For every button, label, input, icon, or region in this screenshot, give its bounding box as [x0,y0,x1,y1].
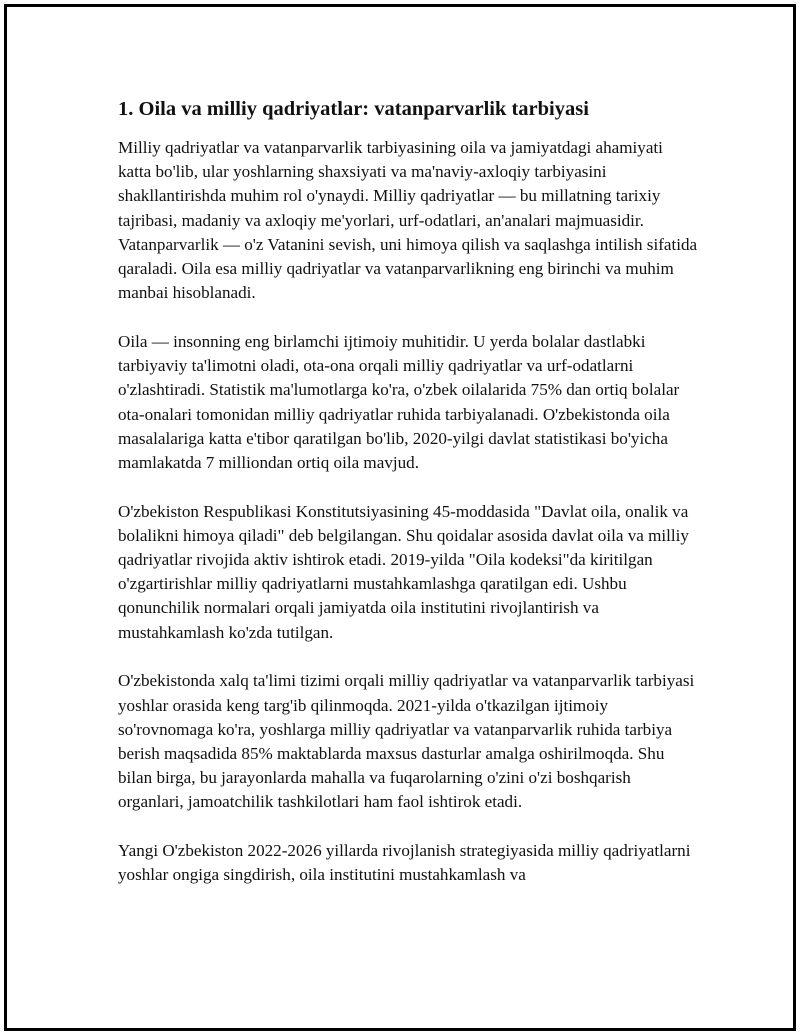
paragraph: O'zbekiston Respublikasi Konstitutsiyasining 45-moddasida "Davlat oila, onalik va bolalikni himoya qiladi" deb belgilangan. Shu qoidalar asosida davlat oila va milliy qadriyatlar rivojida aktiv ishtirok etadi. 2019-yilda "Oila kodeksi"da kiritilgan o'zgartirishlar milliy qadriyatlarni mustahkamlashga qaratilgan edi. Ushbu qonunchilik normalari orqali jamiyatda oila institutini rivojlantirish va mustahkamlash ko'zda tutilgan. [118,501,689,642]
paragraph: Oila — insonning eng birlamchi ijtimoiy muhitidir. U yerda bolalar dastlabki tarbiyaviy ta'limotni oladi, ota-ona orqali milliy qadriyatlar va urf-odatlarni o'zlashtiradi. Statistik ma'lumotlarga ko'ra, o'zbek oilalarida 75% dan ortiq bolalar ota-onalari tomonidan milliy qadriyatlar ruhida tarbiyalanadi. O'zbekistonda oila masalalariga katta e'tibor qaratilgan bo'lib, 2020-yilgi davlat statistikasi bo'yicha mamlakatda 7 milliondan ortiq oila mavjud. [118,331,680,472]
section-heading: 1. Oila va milliy qadriyatlar: vatanparvarlik tarbiyasi [118,98,589,120]
document-body [118,95,698,912]
paragraph: Milliy qadriyatlar va vatanparvarlik tarbiyasining oila va jamiyatdagi ahamiyati katta bo'lib, ular yoshlarning shaxsiyati va ma'naviy-axloqiy tarbiyasini shakllantirishda muhim rol o'ynaydi. Milliy qadriyatlar — bu millatning tarixiy tajribasi, madaniy va axloqiy me'yorlari, urf-odatlari, an'analari majmuasidir. Vatanparvarlik — o'z Vatanini sevish, uni himoya qilish va saqlashga intilish sifatida qaraladi. Oila esa milliy qadriyatlar va vatanparvarlikning eng birinchi va muhim manbai hisoblanadi. [118,138,698,303]
paragraph: O'zbekistonda xalq ta'limi tizimi orqali milliy qadriyatlar va vatanparvarlik tarbiyasi yoshlar orasida keng targ'ib qilinmoqda. 2021-yilda o'tkazilgan ijtimoiy so'rovnomaga ko'ra, yoshlarga milliy qadriyatlar va vatanparvarlik ruhida tarbiya berish maqsadida 85% maktablarda maxsus dasturlar amalga oshirilmoqda. Shu bilan birga, bu jarayonlarda mahalla va fuqarolarning o'zini o'zi boshqarish organlari, jamoatchilik tashkilotlari ham faol ishtirok etadi. [118,671,695,812]
paragraph: Yangi O'zbekiston 2022-2026 yillarda rivojlanish strategiyasida milliy qadriyatlarni yoshlar ongiga singdirish, oila institutini mustahkamlash va [118,841,691,885]
document-page [4,4,796,1031]
